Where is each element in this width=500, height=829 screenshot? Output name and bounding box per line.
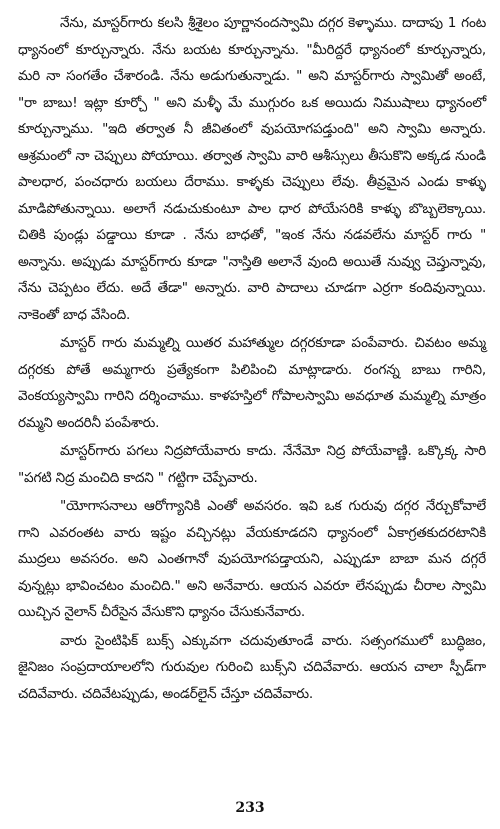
paragraph-2: మాస్టర్ గారు మమ్మల్ని యితర మహాత్ముల దగ్గరకూడా పంపేవారు. చివటం అమ్మ దగ్గరకు పోతే అమ్మగారు ప్రత్యేకంగా పిలిపించి మాట్లాడారు. రంగన్న బాబు గారిని, వెంకయ్యస్వామి గారిని దర్శించాము. కాళహస్తిలో గోపాలస్వామి అవధూత మమ్మల్ని మాత్రం రమ్మని అందరినీ పంపేశారు. (18, 335, 486, 431)
page-number: 233 (235, 800, 265, 816)
paragraph-3: మాస్టర్‌గారు పగలు నిద్రపోయేవారు కాదు. నేనేమో నిద్ర పోయేవాణ్ణి. ఒక్కొక్క సారి "పగటి నిద్ర మంచిది కాదని " గట్టిగా చెప్పేవారు. (18, 443, 486, 486)
paragraph-4: "యోగాసనాలు ఆరోగ్యానికి ఎంతో అవసరం. ఇవి ఒక గురువు దగ్గర నేర్చుకోవాలే గాని ఎవరంతట వారు ఇష్టం వచ్చినట్లు వేయకూడదని ధ్యానంలో ఏకాగ్రతకుదరటానికి ముద్రలు అవసరం. అని ఎంతగానో వుపయోగపడ్తాయని, ఎప్పుడూ బాబా మన దగ్గరే వున్నట్లు భావించటం మంచిది." అని అనేవారు. ఆయన ఎవరూ లేనప్పుడు చీరాల స్వామి యిచ్చిన నైలాన్ చీరేసైన వేసుకొని ధ్యానం చేసుకునేవారు. (18, 498, 486, 620)
paragraph-1: నేను, మాస్టర్‌గారు కలసి శ్రీశైలం పూర్ణానందస్వామి దగ్గర కెళ్ళాము. దాదాపు 1 గంట ధ్యానంలో కూర్చున్నారు. నేను బయట కూర్చున్నాను. "మీరిద్దరే ధ్యానంలో కూర్చున్నారు, మరి నా సంగతేం చేశారండి. నేను అడుగుతున్నాడు. " అని మాస్టర్‌గారు స్వామితో అంటే, "రా బాబు! ఇట్లా కూర్చో " అని మళ్ళీ మే ముగ్గురం ఒక అయిదు నిముషాలు ధ్యానంలో కూర్చున్నాము. "ఇది తర్వాత నీ జీవితంలో వుపయోగపడ్తుంది" అని స్వామి అన్నారు. ఆశ్రమంలో నా చెప్పులు పోయాయి. తర్వాత స్వామి వారి ఆశీస్సులు తీసుకొని అక్కడ నుండి పాలధార, పంచధారు బయలు దేరాము. కాళ్ళకు చెప్పులు లేవు. తీవ్రమైన ఎండు కాళ్ళు మాడిపోతున్నాయి. అలాగే నడుచుకుంటూ పాల ధార పోయేసరికి కాళ్ళు బొబ్బలెక్కాయి. చితికి పుండ్లు పడ్డాయి కూడా . నేను బాధతో, "ఇంక నేను నడవలేను మాస్టర్ గారు " అన్నాను. అప్పుడు మాస్టర్‌గారు కూడా "నాస్తితి అలానే వుంది అయితే నువ్వు చెప్తున్నావు, నేను చెప్పటం లేదు. అదే తేడా" అన్నారు. వారి పాదాలు చూడగా ఎర్రగా కందివున్నాయి. నాకెంతో బాధ వేసింది. (18, 15, 486, 323)
paragraph-5: వారు సైంటిఫిక్ బుక్స్ ఎక్కువగా చదువుతూండే వారు. సత్సంగములో బుద్ధిజం, జైనిజం సంప్రదాయాలలోని గురువుల గురించి బుక్స్‌ని చదివేవారు. ఆయన చాలా స్పీడ్‌గా చదివేవారు. చదివేటప్పుడు, అండర్‌లైన్ చేస్తూ చదివేవారు. (18, 632, 486, 702)
